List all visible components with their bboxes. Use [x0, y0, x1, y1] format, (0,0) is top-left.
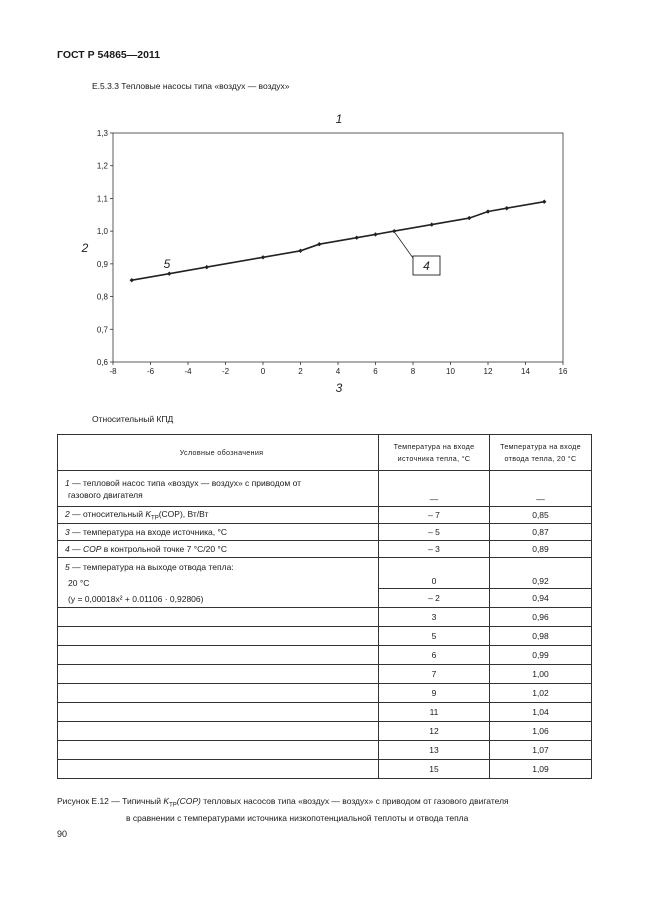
table-cell	[58, 722, 379, 741]
header-sink-temp-line1: Температура на входе	[500, 441, 581, 451]
legend-item-1: 1 — тепловой насос типа «воздух — воздух» с приводом от газового двигателя	[58, 471, 379, 507]
y-tick-label: 0,9	[96, 259, 108, 269]
x-tick-label: 0	[260, 367, 266, 376]
series-line	[132, 202, 545, 281]
section-title: Е.5.3.3 Тепловые насосы типа «воздух — воздух»	[92, 81, 290, 91]
chart-axes	[113, 133, 563, 362]
figure-caption: Рисунок Е.12 — Типичный $K_{TP}(COP)$ тепловых насосов типа «воздух — воздух» с приводом от газового двигателя в сравнении с температурами источника низкопотенциальной теплоты и отвода тепла	[57, 796, 509, 823]
table-cell: 0,99	[490, 646, 592, 665]
header-source-temp	[379, 435, 490, 471]
data-point	[317, 242, 321, 246]
x-tick-label: 14	[521, 367, 530, 376]
header-source-temp-line2: источника тепла, °С	[397, 453, 471, 463]
table-cell: 1,02	[490, 684, 592, 703]
table-cell: 0,94	[490, 589, 592, 608]
x-tick-label: 12	[483, 367, 493, 376]
x-tick-label: -4	[184, 367, 192, 376]
table-cell	[58, 665, 379, 684]
y-tick-label: 0,8	[96, 292, 108, 302]
table-cell: 1,07	[490, 741, 592, 760]
x-tick-label: -8	[109, 367, 117, 376]
data-point	[542, 200, 546, 204]
data-point	[373, 232, 377, 236]
callout-2: 2	[81, 241, 89, 255]
callout-4: 4	[423, 259, 430, 273]
y-tick-label: 1,2	[96, 161, 108, 171]
table-cell: 1,00	[490, 665, 592, 684]
table-cell	[58, 646, 379, 665]
table-cell	[58, 627, 379, 646]
data-point	[505, 206, 509, 210]
table-cell: 9	[379, 684, 490, 703]
callout-5: 5	[163, 257, 171, 271]
header-legend: Условные обозначения	[58, 435, 379, 471]
table-cell: 0,92	[490, 558, 592, 589]
table-cell: —	[490, 471, 592, 507]
legend-item-5: 5 — температура на выходе отвода тепла: 20 °С (y = 0,00018x² + 0.01106 · 0,92806)	[58, 558, 379, 608]
y-tick-label: 0,7	[96, 325, 108, 335]
table-cell: – 7	[379, 507, 490, 524]
y-tick-label: 1,1	[96, 194, 108, 204]
table-cell: 7	[379, 665, 490, 684]
callout-3: 3	[335, 381, 343, 395]
table-cell	[58, 608, 379, 627]
x-tick-label: 10	[446, 367, 455, 376]
table-cell	[58, 741, 379, 760]
chart-callouts	[81, 112, 440, 395]
x-tick-label: 6	[373, 367, 378, 376]
legend-item-3: 3 — температура на входе источника, °С	[58, 524, 379, 541]
x-tick-label: 8	[410, 367, 416, 376]
table-cell: – 3	[379, 541, 490, 558]
table-cell: 3	[379, 608, 490, 627]
x-tick-label: 4	[335, 367, 341, 376]
header-sink-temp-line2: отвода тепла, 20 °С	[504, 453, 577, 463]
data-point	[355, 235, 359, 239]
table-cell: 0,87	[490, 524, 592, 541]
legend-table	[57, 434, 592, 779]
data-point	[430, 222, 434, 226]
callout-4-leader	[395, 233, 413, 258]
data-point	[392, 229, 396, 233]
y-tick-label: 1,3	[96, 129, 108, 138]
y-tick-label: 0,6	[96, 358, 108, 367]
y-tick-label: 1,0	[96, 227, 108, 237]
table-cell	[58, 703, 379, 722]
table-cell: – 5	[379, 524, 490, 541]
table-cell: 5	[379, 627, 490, 646]
table-cell: 0	[379, 558, 490, 589]
table-cell: —	[379, 471, 490, 507]
table-cell: 0,98	[490, 627, 592, 646]
legend-item-2: 2 — относительный $K_{TP}(COP)$, Вт/Вт	[58, 507, 379, 524]
x-tick-label: -6	[146, 367, 155, 376]
table-cell: 15	[379, 760, 490, 779]
table-cell: 11	[379, 703, 490, 722]
data-point	[298, 249, 302, 253]
table-cell: 0,96	[490, 608, 592, 627]
table-cell: 0,85	[490, 507, 592, 524]
x-tick-label: -2	[221, 367, 230, 376]
table-cell: 12	[379, 722, 490, 741]
document-header: ГОСТ Р 54865—2011	[57, 49, 161, 61]
cop-chart	[0, 0, 646, 410]
chart-ticks	[97, 129, 568, 376]
kpd-label: Относительный КПД	[92, 414, 174, 424]
table-cell: – 2	[379, 589, 490, 608]
callout-1: 1	[335, 112, 343, 126]
x-tick-label: 2	[298, 367, 303, 376]
header-sink-temp	[490, 435, 592, 471]
data-point	[486, 209, 490, 213]
header-source-temp-line1: Температура на входе	[393, 441, 475, 451]
page-number: 90	[57, 829, 68, 839]
table-cell: 1,09	[490, 760, 592, 779]
data-point	[130, 278, 134, 282]
table-cell: 1,06	[490, 722, 592, 741]
data-point	[261, 255, 265, 259]
x-tick-label: 16	[558, 367, 568, 376]
table-cell	[58, 760, 379, 779]
data-point	[167, 271, 171, 275]
table-cell: 6	[379, 646, 490, 665]
table-cell: 0,89	[490, 541, 592, 558]
legend-item-4: 4 — COP в контрольной точке 7 °С/20 °С	[58, 541, 379, 558]
data-point	[467, 216, 471, 220]
table-cell: 1,04	[490, 703, 592, 722]
data-point	[205, 265, 209, 269]
plot-frame	[113, 133, 563, 362]
table-cell: 13	[379, 741, 490, 760]
table-cell	[58, 684, 379, 703]
